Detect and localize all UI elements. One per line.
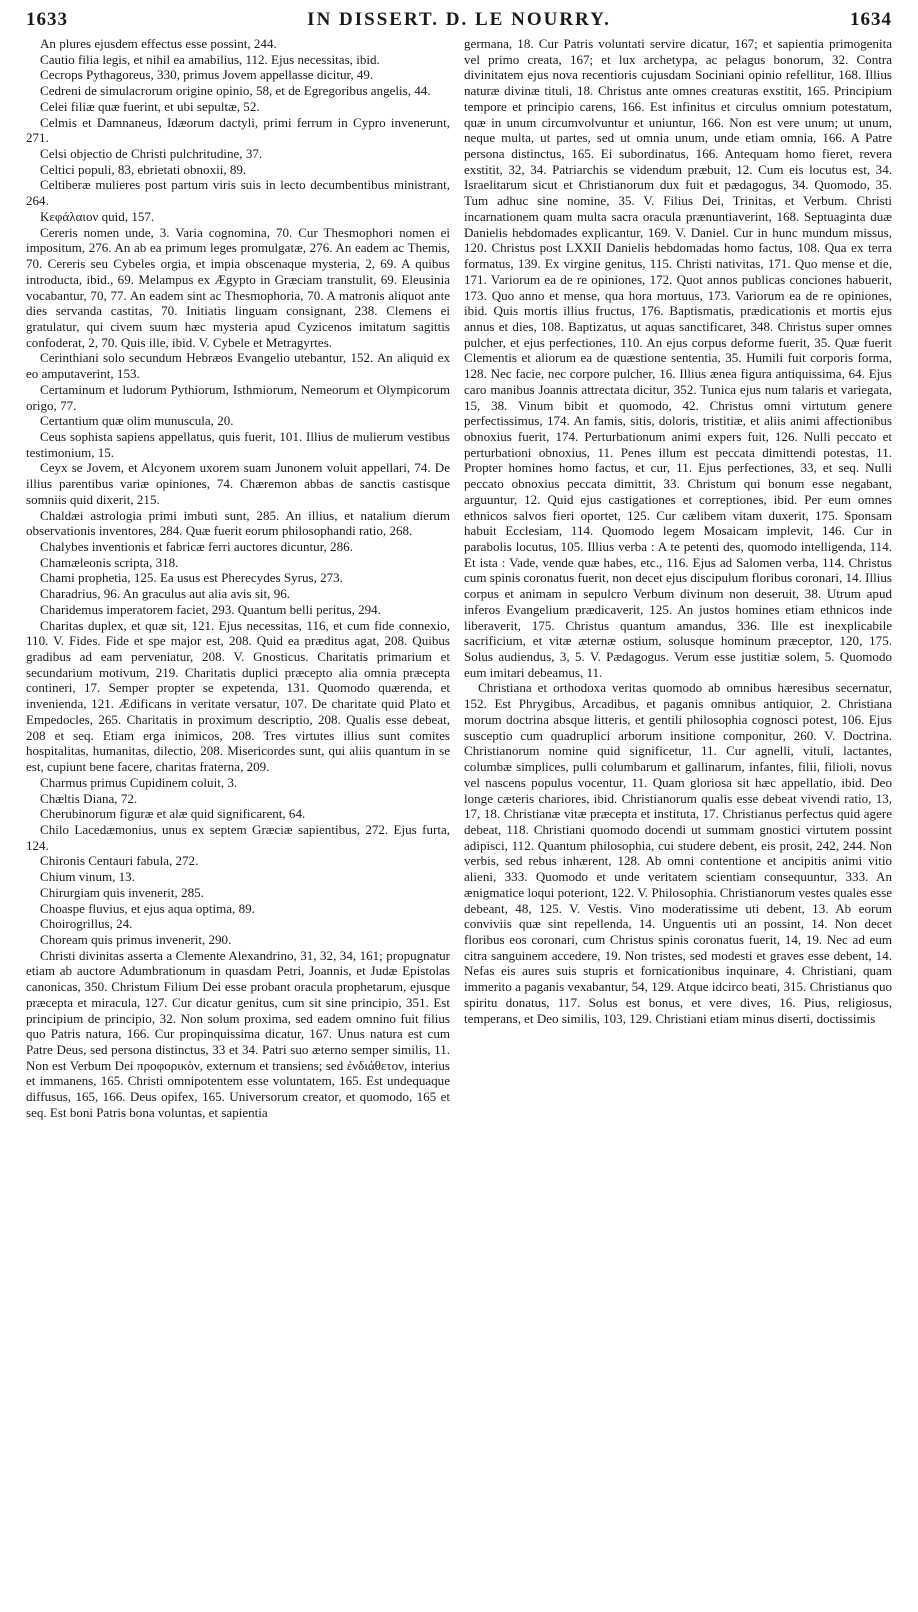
index-entry: Chaldæi astrologia primi imbuti sunt, 285. An illius, et natalium dierum observationis inventores, 284. Quæ fuerit eorum philosophandi ratio, 268. xyxy=(26,507,450,539)
index-entry: Cerinthiani solo secundum Hebræos Evangelio utebantur, 152. An aliquid ex eo amputaverint, 153. xyxy=(26,350,450,382)
index-entry: germana, 18. Cur Patris voluntati servire dicatur, 167; et sapientia primogenita vel primo creata, 167; et lux archetypa, ac pelagus bonorum, 32. Contra divinitatem ejus nova recentioris cujusdam Sociniani opinio refellitur, 168. Illius naturæ divinæ tituli, 18. Christus ante omnes creaturas exstitit, 165. Principium tempore et principio carens, 166. Est infinitus et circulus omnium potestatum, quæ in unum circumvolvuntur et uniuntur, 166. Non est vere unum; ut unum, neque multa, ut partes, sed ut omnia unum, unde etiam omnia, 166. A Patre persona distinctus, 165. Ei subordinatus, 166. Antequam homo fieret, revera exstitit, 32, 34. Patriarchis se videndum præbuit, 12. Cum eis locutus est, 34. Israelitarum sicut et Christianorum dux fuit et pædagogus, 34. Quomodo, 35. Tum adhuc sine nomine, 35. V. Filius Dei, Trinitas, et Verbum. Christi incarnationem quam multa sacra oracula prænuntiaverint, 168. Septuaginta duæ Danielis hebdomades explicantur, 169. V. Daniel. Cur in hunc mundum missus, 120. Christus post LXXII Danielis hebdomadas homo factus, 108. Qua ex terra formatus, 139. Ex virgine genitus, 115. Christi nativitas, 171. Quo mense et die, 171. Variorum ea de re opiniones, 172. Quot annos publicas conciones habuerit, 173. Quo anno et mense, qua hora mortuus, 173. Variorum ea de re opiniones, ibid. Quis mortis illius fructus, 176. Baptismatis, prædicationis et mortis ejus annus et dies, 108. Baptizatus, ut aquas sanctificaret, 348. Christus super omnes pulcher, et ejus perfectiones, 110. An ejus corpus deforme fuerit, 35. Quæ fuerit Clementis et aliorum ea de quæstione sententia, 35. Humili fuit corporis forma, 128. Nec facie, nec corpore pulcher, 16. Illius ænea figura antiquissima, 64. Ejus caro manibus Joannis attrectata dicitur, 352. Tunica ejus num talaris et variegata, 15, 38. Vinum bibit et quomodo, 42. Christus omni virtutum genere perfectissimus, 174. An famis, sitis, doloris, tristitiæ, et aliis animi affectionibus obnoxius fuerit, 174. Perturbationum animi expers fuit, 126. Nulli peccato et perturbationi obnoxius, 11. Penes illum est peccata dimittendi potestas, 11. Propter homines homo factus, et cur, 11. Ejus perfectiones, 33, et seq. Nulli peccato obnoxius peccata dimittit, 33. Christum qui bonum esse negabant, arguuntur, 12. Quid ejus castigationes et correptiones, ibid. Per eum omnes ethnicos salvos fieri oportet, 125. Cur cælibem vitam duxerit, 175. Sponsam habuit Ecclesiam, 114. Quomodo legem Mosaicam implevit, 146. Cur in parabolis locutus, 105. Illius verba : A te petenti des, quomodo intelligenda, 114. Et ista : Vade, vende quæ habes, etc., 116. Ejus ad Salomen verba, 114. Christus cum spinis coronatus fuerit, non decet ejus discipulum floribus coronari, 14. Illius corpus et animam in sepulcro Verbum divinum non deseruit, 38. Utrum apud inferos Evangelium prædicaverit, 125. An justos homines etiam ethnicos inde liberaverit, 175. Christus quantum amandus, 336. Ille est inexplicabile sacrificium, et vitæ æternæ ostium, solusque hominum præceptor, 120, 175. Solus audiendus, 3, 5. V. Pædagogus. Verum esse justitiæ solem, 5. Quomodo eum imitari debeamus, 11. xyxy=(464,36,892,680)
index-entry: Celtiberæ mulieres post partum viris suis in lecto decumbentibus ministrant, 264. xyxy=(26,177,450,209)
index-entry: Certantium quæ olim munuscula, 20. xyxy=(40,413,234,429)
index-entry: Charadrius, 96. An graculus aut alia avis sit, 96. xyxy=(40,586,291,602)
index-entry: Certaminum et ludorum Pythiorum, Isthmiorum, Nemeorum et Olympicorum origo, 77. xyxy=(26,381,450,413)
index-entry: Christi divinitas asserta a Clemente Alexandrino, 31, 32, 34, 161; propugnatur etiam ab auctore Adumbrationum in quasdam Petri, Joannis, et Judæ Epistolas canonicas, 350. Christum Filium Dei esse probant oracula prophetarum, ejusque præcepta et miracula, 127. Cur dicatur genitus, cum sit sine principio, 351. Est principium de principio, 32. Non solum proxima, sed eadem omnino fuit filius quo Patris natura, 166. Cur propinquissima dicatur, 167. Unus natura est cum Patre Deus, sed persona distinctus, 33 et 34. Patri suo æterno semper similis, 11. Non est Verbum Dei προφορικὸν, externum et transiens; sed ἐνδιάθετον, interius et immanens, 165. Christi omnipotentem esse voluntatem, 165. Est undequaque diffusus, 165, 166. Deus opifex, 165. Universorum creator, et quomodo, 165 et seq. Est boni Patris bona voluntas, et sapientia xyxy=(26,947,450,1120)
index-entry: Cereris nomen unde, 3. Varia cognomina, 70. Cur Thesmophori nomen ei impositum, 276. An ab ea primum leges promulgatæ, 276. An eadem ac Themis, 70. Cereris seu Cybeles orgia, et impia obscenaque mysteria, 2, 69. A quibus introducta, ibid., 69. Melampus ex Ægypto in Græciam transtulit, 69. Eleusinia vocabantur, 70, 77. An eadem sint ac Thesmophoria, 70. A matronis aliquot ante dies servanda castitas, 70. Initiatis linguam consignant, 238. Clemens ei gratulatur, qui civem suum hæc mysteria apud Cyzicenos imitatum sagittis confoderat, 2, 70. Quis ille, ibid. V. Cybele et Metragyrtes. xyxy=(26,224,450,350)
index-entry: Chæltis Diana, 72. xyxy=(40,790,138,806)
index-entry: Cecrops Pythagoreus, 330, primus Jovem appellasse dicitur, 49. xyxy=(40,67,374,83)
index-entry: Ceus sophista sapiens appellatus, quis fuerit, 101. Illius de mulierum vestibus testimonium, 15. xyxy=(26,428,450,460)
index-entry: Choaspe fluvius, et ejus aqua optima, 89. xyxy=(40,900,255,916)
index-entry: Celmis et Damnaneus, Idæorum dactyli, primi ferrum in Cypro invenerunt, 271. xyxy=(26,114,450,146)
index-entry: Chamæleonis scripta, 318. xyxy=(40,554,179,570)
index-entry: Ceyx se Jovem, et Alcyonem uxorem suam Junonem voluit appellari, 74. De illius parentibus variæ opiniones, 74. Chæremon abbas de sanctis castisque somniis quid dixerit, 215. xyxy=(26,460,450,507)
index-entry: Κεφάλαιον quid, 157. xyxy=(40,208,155,224)
left-column xyxy=(26,36,450,1121)
index-entry: Cherubinorum figuræ et alæ quid significarent, 64. xyxy=(40,806,306,822)
index-entry: An plures ejusdem effectus esse possint, 244. xyxy=(40,36,277,51)
index-entry: Cedreni de simulacrorum origine opinio, 58, et de Egregoribus angelis, 44. xyxy=(40,83,431,99)
index-entry: Chironis Centauri fabula, 272. xyxy=(40,853,199,869)
index-entry: Cautio filia legis, et nihil ea amabilius, 112. Ejus necessitas, ibid. xyxy=(40,51,380,67)
running-title: IN DISSERT. D. LE NOURRY. xyxy=(307,9,611,30)
right-page-number: 1634 xyxy=(850,9,892,30)
left-page-number: 1633 xyxy=(26,9,68,30)
index-entry: Chami prophetia, 125. Ea usus est Pherecydes Syrus, 273. xyxy=(40,570,343,586)
index-entry: Chirurgiam quis invenerit, 285. xyxy=(40,884,204,900)
index-entry: Choirogrillus, 24. xyxy=(40,916,133,932)
index-entry: Charidemus imperatorem faciet, 293. Quantum belli peritus, 294. xyxy=(40,601,381,617)
index-entry: Celei filiæ quæ fuerint, et ubi sepultæ, 52. xyxy=(40,98,260,114)
index-entry: Christiana et orthodoxa veritas quomodo ab omnibus hæresibus secernatur, 152. Est Phrygibus, Arcadibus, et paganis omnibus antiquior, 2. Christiana morum doctrina absque litteris, et gentili philosophia cognosci potest, 106. Ejus susceptio cum quadruplici arborum insitione componitur, 260. V. Doctrina. Christianorum nomine quid significetur, 11. Cur agnelli, vituli, lactantes, columbæ simplices, pulli columbarum et gallinarum, infantes, filii, filioli, novus vel nascens populus vocentur, 11. Quam gloriosa sit hæc appellatio, ibid. Deo longe cæteris chariores, ibid. Christianorum qualis esse debeat vivendi ratio, 13, 17, 18. Christianæ vitæ præcepta et instituta, 17. Christianus perfectus quid agere debeat, 118. Christiani quomodo docendi ut summam gnostici virtutem possint adipisci, 112. Quantum philosophia, cui studere debent, eis prosit, 242, 244. Non verbis, sed rebus inhærent, 128. Ab omni contentione et ancipitis animi vitio alieni, 333. Quomodo et unde veritatem scientiam consequuntur, 333. An ænigmatice loqui poteriont, 122. V. Philosophia. Christianorum vestes quales esse debeant, 48, 125. V. Vestis. Vino moderatissime uti debent, 13. Ab eorum conviviis quæ sint repellenda, 14. Unguentis uti an possint, 14. Non decet floribus eos coronari, cum Christus spinis coronatus fuerit, 14, 19. Nec ad eum citra sanguinem accedere, 19. Non tristes, sed modesti et graves esse debent, 14. Nefas eis aures suis stupris et fornicationibus inquinare, 4. Christiani, quam immerito a paganis vexabantur, 54, 129. Atque idcirco beati, 315. Christianus quo spiritu donatus, 117. Solus est bonus, et vere dives, 16. Pius, religiosus, temperans, et Deo similis, 103, 129. Christiani etiam minus diserti, doctissimis xyxy=(464,680,892,1026)
index-entry: Chium vinum, 13. xyxy=(40,869,135,885)
index-entry: Celtici populi, 83, ebrietati obnoxii, 89. xyxy=(40,161,247,177)
running-header xyxy=(26,7,892,33)
index-entry: Celsi objectio de Christi pulchritudine, 37. xyxy=(40,146,263,162)
right-column xyxy=(464,36,892,1026)
index-entry: Charmus primus Cupidinem coluit, 3. xyxy=(40,774,238,790)
index-entry: Chilo Lacedæmonius, unus ex septem Græciæ sapientibus, 272. Ejus furta, 124. xyxy=(26,821,450,853)
index-entry: Chalybes inventionis et fabricæ ferri auctores dicuntur, 286. xyxy=(40,539,353,554)
index-entry: Charitas duplex, et quæ sit, 121. Ejus necessitas, 116, et cum fide connexio, 110. V. Fides. Fide et spe major est, 208. Quid ea præditus agat, 208. Quibus gradibus ad eam perveniatur, 208. V. Gnosticus. Charitatis primarium et secundarium motivum, 219. Charitatis duplici præcepto alia omnia præcepta contineri, 17. Semper propter se expetenda, 131. Quomodo quærenda, et invenienda, 121. Ædificans in veritate versatur, 107. De charitate quid Plato et Empedocles, 265. Charitatis in proximum descriptio, 208. Qualis esse debeat, 208 et seq. Etiam erga inimicos, 208. Tres virtutes illius sunt comites hospitalitas, humanitas, dilectio, 208. Misericordes sunt, qui aliis quantum in se est, cupiunt bene facere, charitas fraterna, 209. xyxy=(26,617,450,775)
index-entry: Choream quis primus invenerit, 290. xyxy=(40,931,232,947)
